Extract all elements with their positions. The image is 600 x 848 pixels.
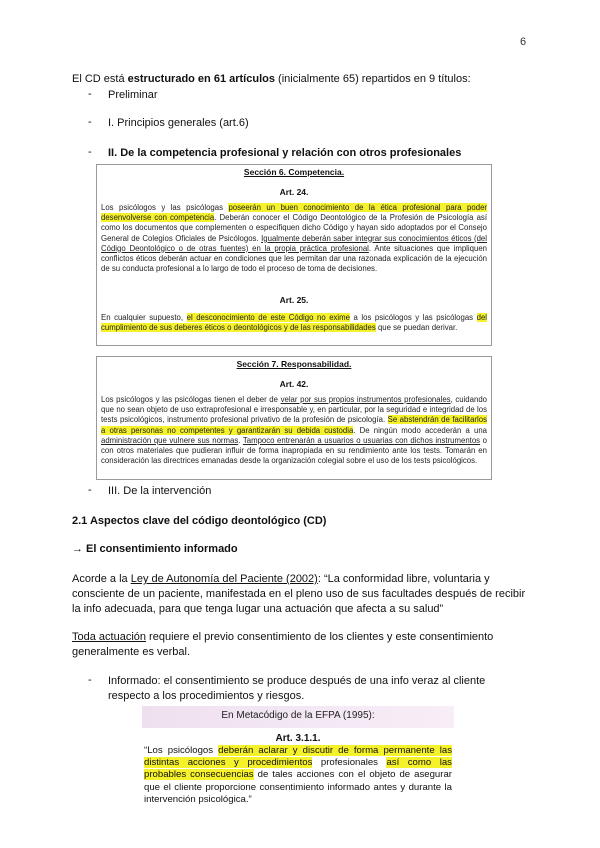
quote-text (144, 745, 452, 806)
quote-title: En Metacódigo de la EFPA (1995): (221, 710, 375, 721)
underlined-text: Tampoco entrenarán a usuarios o usuarias con dichos instrumentos (242, 435, 481, 445)
text-run: , cuidando que no sean objeto de uso extraprofesional e irresponsable y, en particular, por la seguridad e integridad de los tests psicológicos, instrumento profesional privativo de la profesión de psicología. (101, 395, 487, 425)
text-run: o con otros materiales que pudieran influir de forma inapropiada en su rendimiento ante los tests. Tomarán en consideración las directrices emanadas desde la organización colegial sobre el uso de los tests psicológicos. (101, 435, 487, 466)
intro-prefix: El CD está (72, 73, 128, 85)
article-title: Art. 25. (279, 295, 309, 305)
list-item-competencia: II. De la competencia profesional y relación con otros profesionales (108, 147, 462, 159)
code-excerpt-box-competencia (96, 164, 492, 346)
list-item-principios: I. Principios generales (art.6) (108, 117, 249, 129)
highlighted-text: Se abstendrán de facilitarlos a otras personas no competentes y garantizarán su debida custodia (101, 415, 487, 435)
paragraph-ley-autonomia (72, 572, 530, 617)
subheading-consentimiento: → El consentimiento informado (72, 543, 238, 555)
text-run: : “La conformidad libre, voluntaria y consciente de un paciente, manifestada en el pleno uso de sus facultades después de recibir la info adecuada, para que tenga lugar una actuación que afecta a su salud” (72, 573, 526, 615)
text-run: . Ante situaciones que impliquen conflictos éticos deberán actuar en condiciones que les permitan dar una razonada explicación de la ejecución de su conducta profesional a lo largo de todo el proceso de toma de decisiones. (101, 243, 487, 274)
highlighted-text: poseerán un buen conocimiento de la ética profesional para poder desenvolverse con competencia (101, 203, 488, 223)
article-25-text (101, 313, 487, 333)
text-run: Los psicólogos y las psicólogas tienen el deber de (101, 395, 281, 404)
bullet-dash: - (88, 146, 92, 158)
underlined-text: Ley de Autonomía del Paciente (2002) (130, 573, 318, 585)
highlighted-text: deberán aclarar y discutir de forma permanente las distintas acciones y procedimientos (144, 745, 452, 769)
highlighted-text: del cumplimiento de sus deberes éticos o deontológicos y de las responsabilidades (101, 313, 488, 333)
bullet-dash: - (88, 484, 92, 496)
bullet-dash: - (88, 88, 92, 100)
list-item-informado: Informado: el consentimiento se produce después de una info veraz al cliente respecto a los procedimientos y riesgos. (108, 675, 486, 702)
bullet-dash: - (88, 674, 92, 686)
efpa-quote-box (142, 706, 454, 810)
text-run: profesionales (312, 757, 387, 769)
paragraph-toda-actuacion (72, 630, 530, 660)
section-title: Sección 6. Competencia. (243, 167, 345, 177)
intro-bold: estructurado en 61 artículos (127, 73, 275, 85)
code-excerpt-box-responsabilidad (96, 356, 492, 480)
intro-paragraph (72, 72, 542, 87)
highlighted-text: el desconocimiento de este Código no exime (186, 313, 350, 322)
highlighted-text: así como las probables consecuencias (144, 757, 452, 781)
text-run: . (238, 435, 243, 445)
bullet-dash: - (88, 116, 92, 128)
text-run: a los psicólogos y las psicólogas (350, 313, 477, 322)
section-title: Sección 7. Responsabilidad. (236, 359, 352, 369)
text-run: Acorde a la (72, 573, 131, 585)
text-run: Los psicólogos y las psicólogas (101, 203, 229, 212)
list-item-preliminar: Preliminar (108, 89, 158, 101)
intro-suffix: (inicialmente 65) repartidos en 9 títulos: (274, 73, 471, 85)
text-run: requiere el previo consentimiento de los clientes y este consentimiento generalmente es verbal. (72, 631, 494, 658)
text-run: “Los psicólogos (144, 745, 219, 756)
article-title: Art. 24. (279, 187, 309, 197)
article-title: Art. 42. (279, 379, 309, 389)
list-item-intervencion: III. De la intervención (108, 485, 212, 497)
quote-article-title: Art. 3.1.1. (275, 733, 321, 744)
underlined-text: Toda actuación (72, 631, 146, 643)
text-run: . Deberán conocer el Código Deontológico de la Profesión de Psicología así como los documentos que complementen o especifiquen dicho Código y hayan sido adoptados por el Consejo General de Colegios Oficiales de Psicólogos. (101, 213, 487, 243)
page-number: 6 (520, 36, 527, 48)
underlined-text: Igualmente deberán saber integrar sus conocimientos éticos (del Código Deontológico o de otras fuentes) en la propia práctica profesional (101, 233, 487, 253)
underlined-text: velar por sus propios instrumentos profesionales (280, 395, 451, 404)
underlined-text: administración que vulnere sus normas (101, 435, 239, 445)
text-run: de tales acciones con el objeto de asegurar que el cliente proporcione consentimiento informado antes y durante la intervención psicológica.” (144, 769, 452, 805)
article-42-text (101, 395, 487, 466)
section-heading: 2.1 Aspectos clave del código deontológico (CD) (72, 515, 327, 527)
article-24-text (101, 203, 487, 274)
text-run: . De ningún modo accederán a una (353, 425, 487, 435)
text-run: En cualquier supuesto, (101, 313, 187, 322)
text-run: que se puedan derivar. (375, 323, 458, 333)
